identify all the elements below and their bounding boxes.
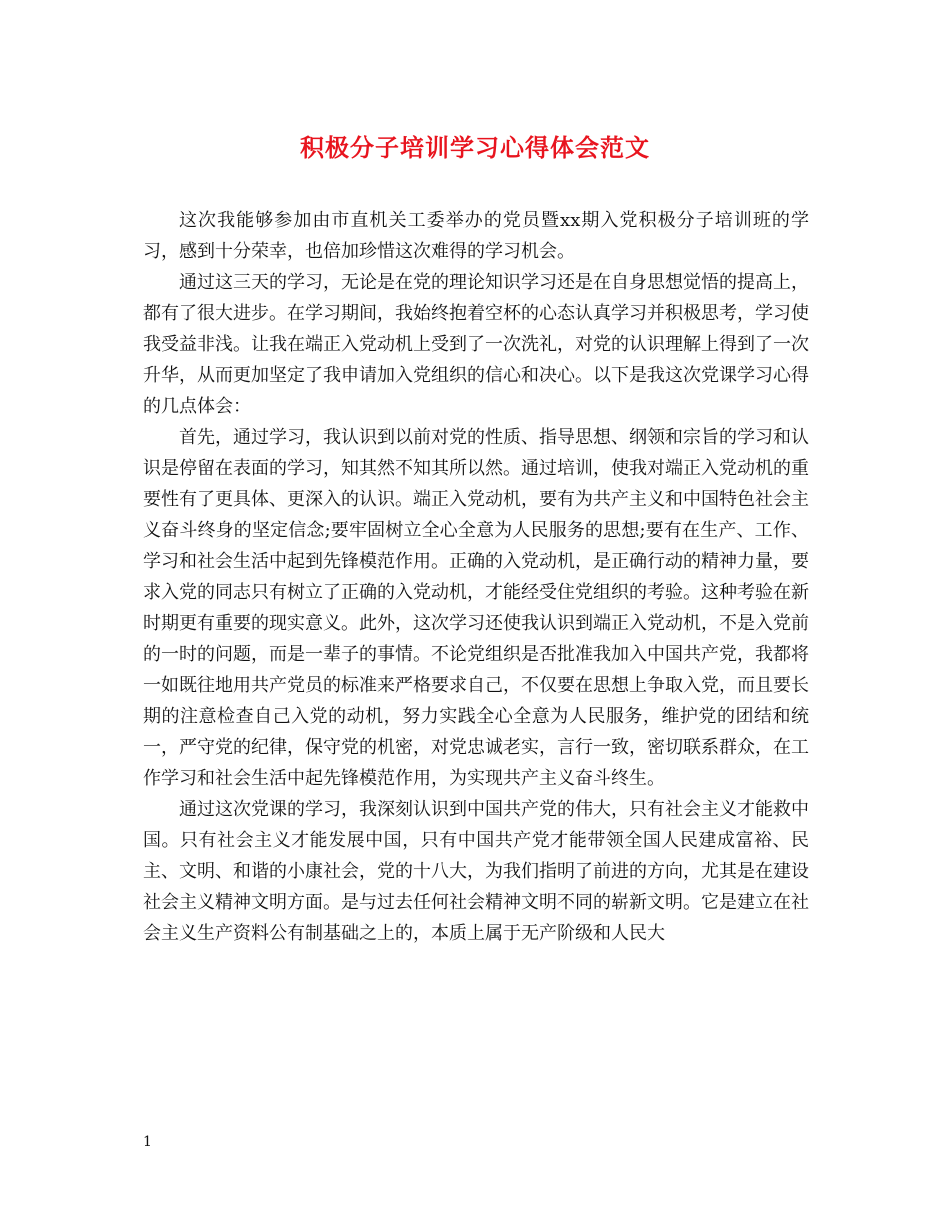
paragraph-intro: 这次我能够参加由市直机关工委举办的党员暨xx期入党积极分子培训班的学习，感到十分荣幸，也倍加珍惜这次难得的学习机会。	[143, 210, 809, 262]
paragraph-second-point: 通过这次党课的学习，我深刻认识到中国共产党的伟大，只有社会主义才能救中国。只有社会主义才能发展中国，只有中国共产党才能带领全国人民建成富裕、民主、文明、和谐的小康社会，党的十八大，为我们指明了前进的方向，尤其是在建设社会主义精神文明方面。是与过去任何社会精神文明不同的崭新文明。它是建立在社会主义生产资料公有制基础之上的，本质上属于无产阶级和人民大	[143, 799, 809, 944]
page-number: 1	[143, 1134, 152, 1150]
paragraph-first-point: 首先，通过学习，我认识到以前对党的性质、指导思想、纲领和宗旨的学习和认识是停留在表面的学习，知其然不知其所以然。通过培训，使我对端正入党动机的重要性有了更具体、更深入的认识。端正入党动机，要有为共产主义和中国特色社会主义奋斗终身的坚定信念;要牢固树立全心全意为人民服务的思想;要有在生产、工作、学习和社会生活中起到先锋模范作用。正确的入党动机，是正确行动的精神力量，要求入党的同志只有树立了正确的入党动机，才能经受住党组织的考验。这种考验在新时期更有重要的现实意义。此外，这次学习还使我认识到端正入党动机，不是入党前的一时的问题，而是一辈子的事情。不论党组织是否批准我加入中国共产党，我都将一如既往地用共产党员的标准来严格要求自己，不仅要在思想上争取入党，而且要长期的注意检查自己入党的动机，努力实践全心全意为人民服务，维护党的团结和统一，严守党的纪律，保守党的机密，对党忠诚老实，言行一致，密切联系群众，在工作学习和社会生活中起先锋模范作用，为实现共产主义奋斗终生。	[143, 427, 809, 789]
paragraph-progress: 通过这三天的学习，无论是在党的理论知识学习还是在自身思想觉悟的提高上，都有了很大进步。在学习期间，我始终抱着空杯的心态认真学习并积极思考，学习使我受益非浅。让我在端正入党动机上受到了一次洗礼，对党的认识理解上得到了一次升华，从而更加坚定了我申请加入党组织的信心和决心。以下是我这次党课学习心得的几点体会：	[143, 272, 809, 417]
document-body	[143, 205, 809, 949]
page-title: 积极分子培训学习心得体会范文	[300, 133, 650, 162]
